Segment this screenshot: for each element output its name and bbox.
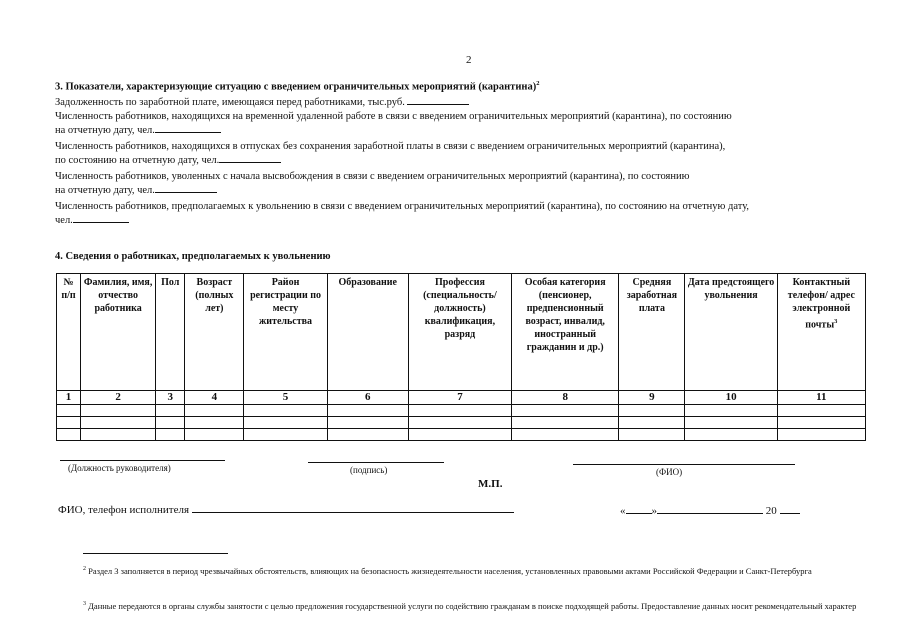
executor-row xyxy=(58,501,514,516)
footnote-text: Раздел 3 заполняется в период чрезвычайных обстоятельств, влияющих на безопасность жизнедеятельности населения, установленных правовыми актами Российской Федерации и Санкт-Петербурга xyxy=(88,565,812,576)
header-cell: Средняя заработная плата xyxy=(619,274,685,391)
table-cell[interactable] xyxy=(57,429,81,441)
s3-line-text: на отчетную дату, чел. xyxy=(55,185,155,196)
s3-line-text: Численность работников, уволенных с начала высвобождения в связи с введением ограничительных мероприятий (карантина), по состоянию xyxy=(55,171,690,182)
table-cell[interactable] xyxy=(408,429,511,441)
header-cell: Особая категория (пенсионер, предпенсионный возраст, инвалид, иностранный гражданин и др.) xyxy=(512,274,619,391)
table-cell[interactable] xyxy=(327,405,408,417)
fio-signature-line[interactable] xyxy=(573,463,795,465)
stamp-label: М.П. xyxy=(478,478,503,490)
table-cell[interactable] xyxy=(685,417,777,429)
table-cell[interactable] xyxy=(185,405,244,417)
table-header-row xyxy=(57,274,866,391)
s3-line-text: Численность работников, находящихся в отпусках без сохранения заработной платы в связи с введением ограничительных мероприятий (карантина), xyxy=(55,141,726,152)
blank-field[interactable] xyxy=(219,153,281,163)
executor-label: ФИО, телефон исполнителя xyxy=(58,504,190,516)
table-cell[interactable] xyxy=(244,429,327,441)
header-cell: Профессия (специальность/ должность) квалификация, разряд xyxy=(408,274,511,391)
table-cell[interactable] xyxy=(327,429,408,441)
column-number: 10 xyxy=(685,391,777,405)
s3-planned-line-2 xyxy=(55,213,860,227)
footnote-mark: 2 xyxy=(83,566,86,572)
table-cell[interactable] xyxy=(57,405,81,417)
blank-field[interactable] xyxy=(73,213,129,223)
table-cell[interactable] xyxy=(685,429,777,441)
table-cell[interactable] xyxy=(81,417,156,429)
table-cell[interactable] xyxy=(685,405,777,417)
month-input[interactable] xyxy=(657,504,763,514)
header-cell: Возраст (полных лет) xyxy=(185,274,244,391)
table-cell[interactable] xyxy=(185,429,244,441)
s3-remote-line xyxy=(55,110,860,123)
table-row xyxy=(57,405,866,417)
position-label: (Должность руководителя) xyxy=(68,463,171,473)
s3-line-text: Численность работников, находящихся на временной удаленной работе в связи с введением ограничительных мероприятий (карантина), по состоянию xyxy=(55,111,732,122)
column-number: 8 xyxy=(512,391,619,405)
blank-field[interactable] xyxy=(155,123,221,133)
header-cell: Фамилия, имя, отчество работника xyxy=(81,274,156,391)
year-input[interactable] xyxy=(780,504,800,514)
signature-label: (подпись) xyxy=(350,465,388,475)
table-cell[interactable] xyxy=(244,405,327,417)
footnote-mark: 3 xyxy=(83,601,86,607)
blank-field[interactable] xyxy=(155,183,217,193)
s3-unpaid-line xyxy=(55,140,860,153)
section4-title: 4. Сведения о работниках, предполагаемых к увольнению xyxy=(55,251,331,262)
blank-field[interactable] xyxy=(407,95,469,105)
s3-line-text: на отчетную дату, чел. xyxy=(55,125,155,136)
date-close-quote: » xyxy=(651,505,657,517)
column-number: 6 xyxy=(327,391,408,405)
column-number-row xyxy=(57,391,866,405)
table-cell[interactable] xyxy=(408,405,511,417)
header-cell: Район регистрации по месту жительства xyxy=(244,274,327,391)
column-number: 3 xyxy=(156,391,185,405)
executor-input[interactable] xyxy=(192,501,514,513)
fio-label: (ФИО) xyxy=(656,467,683,477)
table-cell[interactable] xyxy=(327,417,408,429)
s3-remote-line-2 xyxy=(55,123,860,137)
header-cell: Пол xyxy=(156,274,185,391)
footnote-text: Данные передаются в органы службы занятости с целью предложения государственной услуги по содействию гражданам в поиске подходящей работы. Предоставление данных носит рекомендательный характер xyxy=(88,600,857,611)
table-cell[interactable] xyxy=(777,429,865,441)
table-cell[interactable] xyxy=(156,405,185,417)
table-cell[interactable] xyxy=(619,417,685,429)
table-cell[interactable] xyxy=(57,417,81,429)
table-cell[interactable] xyxy=(185,417,244,429)
header-cell: № п/п xyxy=(57,274,81,391)
s3-unpaid-line-2 xyxy=(55,153,860,167)
table-cell[interactable] xyxy=(512,405,619,417)
column-number: 9 xyxy=(619,391,685,405)
s3-debt-line xyxy=(55,95,860,109)
table-cell[interactable] xyxy=(512,429,619,441)
s3-dismissed-line-2 xyxy=(55,183,860,197)
date-row xyxy=(620,504,800,517)
footnote-mark: 2 xyxy=(536,80,540,87)
table-row xyxy=(57,429,866,441)
column-number: 4 xyxy=(185,391,244,405)
employees-table xyxy=(56,273,866,441)
year-prefix: 20 xyxy=(765,505,777,517)
table-cell[interactable] xyxy=(619,405,685,417)
column-number: 11 xyxy=(777,391,865,405)
s3-line-text: Численность работников, предполагаемых к увольнению в связи с введением ограничительных мероприятий (карантина), по состоянию на отчетную дату, xyxy=(55,201,750,212)
footnote-3 xyxy=(83,598,858,612)
date-open-quote: « xyxy=(620,505,626,517)
s3-line-text: по состоянию на отчетную дату, чел. xyxy=(55,155,220,166)
header-cell: Образование xyxy=(327,274,408,391)
s3-line-text: Задолженность по заработной плате, имеющаяся перед работниками, тыс.руб. xyxy=(55,97,405,108)
page-number: 2 xyxy=(466,54,472,66)
table-cell[interactable] xyxy=(512,417,619,429)
table-cell[interactable] xyxy=(408,417,511,429)
s3-planned-line xyxy=(55,200,860,213)
table-cell[interactable] xyxy=(619,429,685,441)
table-cell[interactable] xyxy=(777,417,865,429)
table-cell[interactable] xyxy=(81,429,156,441)
column-number: 7 xyxy=(408,391,511,405)
header-cell-text: Контактный телефон/ адрес электронной почты xyxy=(787,277,855,331)
table-cell[interactable] xyxy=(777,405,865,417)
column-number: 2 xyxy=(81,391,156,405)
footnote-separator xyxy=(83,553,228,554)
table-cell[interactable] xyxy=(81,405,156,417)
header-cell-contact xyxy=(777,274,865,391)
column-number: 5 xyxy=(244,391,327,405)
table-cell[interactable] xyxy=(244,417,327,429)
footnote-mark: 3 xyxy=(834,318,838,325)
column-number: 1 xyxy=(57,391,81,405)
s3-dismissed-line xyxy=(55,170,860,183)
table-cell[interactable] xyxy=(156,429,185,441)
s3-line-text: чел. xyxy=(55,215,73,226)
table-row xyxy=(57,417,866,429)
section3-title xyxy=(55,80,539,93)
footnote-2 xyxy=(83,563,858,577)
position-signature-line[interactable] xyxy=(60,459,225,461)
day-input[interactable] xyxy=(626,504,652,514)
section3-title-text: 3. Показатели, характеризующие ситуацию с введением ограничительных мероприятий (карантина) xyxy=(55,81,537,93)
signature-line[interactable] xyxy=(308,461,444,463)
header-cell: Дата предстоящего увольнения xyxy=(685,274,777,391)
table-cell[interactable] xyxy=(156,417,185,429)
